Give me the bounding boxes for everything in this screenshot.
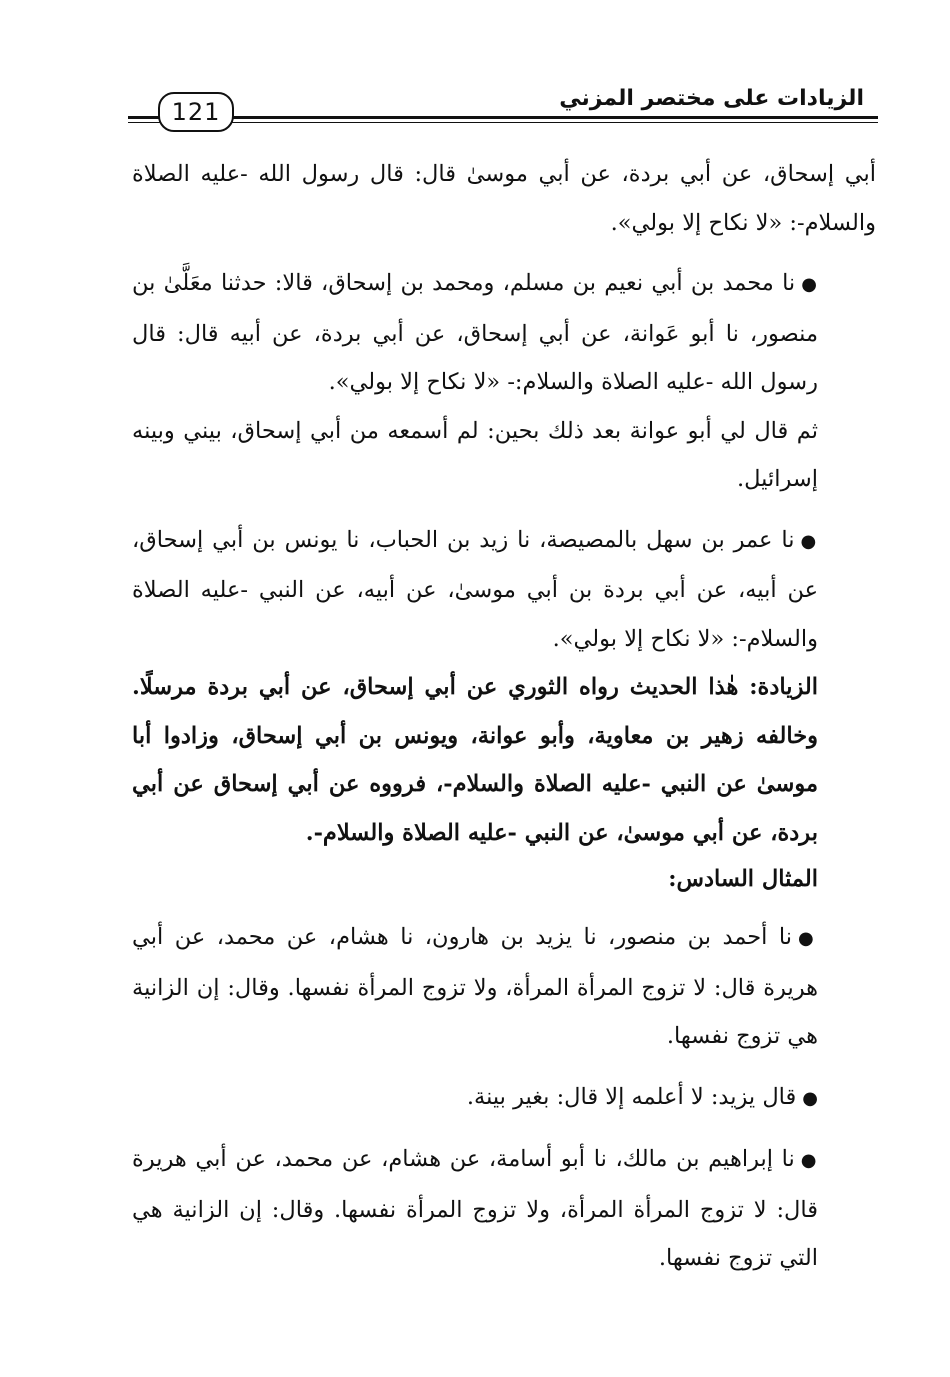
- header-rule-thick: [128, 116, 878, 119]
- paragraph-5-text: الزيادة: هٰذا الحديث رواه الثوري عن أبي إسحاق، عن أبي بردة مرسلًا. وخالفه زهير بن معاوية، وأبو عوانة، ويونس بن أبي إسحاق، وزادوا أبا موسىٰ عن النبي -عليه الصلاة والسلام-، فرووه عن أبي إسحاق عن أبي بردة، عن أبي موسىٰ، عن النبي -عليه الصلاة والسلام-.: [132, 674, 818, 846]
- paragraph-8: [132, 1135, 876, 1283]
- paragraph-6-text: نا أحمد بن منصور، نا يزيد بن هارون، نا هشام، عن محمد، عن أبي هريرة قال: لا تزوج المرأة المرأة، ولا تزوج المرأة نفسها. وقال: إن الزانية هي تزوج نفسها.: [132, 924, 818, 1049]
- running-title: الزيادات على مختصر المزني: [559, 86, 864, 111]
- bullet-icon: ●: [800, 530, 818, 552]
- paragraph-8-text: نا إبراهيم بن مالك، نا أبو أسامة، عن هشام، عن محمد، عن أبي هريرة قال: لا تزوج المرأة المرأة، ولا تزوج المرأة نفسها. وقال: إن الزانية هي التي تزوج نفسها.: [132, 1146, 818, 1271]
- bullet-icon: ●: [800, 1150, 818, 1171]
- paragraph-2-text: نا محمد بن أبي نعيم بن مسلم، ومحمد بن إسحاق، قالا: حدثنا معَلَّىٰ بن منصور، نا أبو عَوانة، عن أبي إسحاق، عن أبي بردة، عن أبيه قال: قال رسول الله -عليه الصلاة والسلام:- «لا نكاح إلا بولي».: [132, 270, 818, 395]
- page-number: 121: [158, 92, 234, 132]
- page-header: [128, 84, 878, 134]
- bullet-icon: ●: [802, 1087, 818, 1109]
- paragraph-3: [132, 407, 876, 504]
- page-body: [132, 150, 876, 1283]
- paragraph-1-text: أبي إسحاق، عن أبي بردة، عن أبي موسىٰ قال: قال رسول الله -عليه الصلاة والسلام-: «لا نكاح إلا بولي».: [132, 161, 876, 236]
- paragraph-7: [132, 1073, 876, 1124]
- paragraph-7-text: قال يزيد: لا أعلمه إلا قال: بغير بينة.: [466, 1083, 797, 1110]
- bullet-icon: ●: [801, 274, 818, 295]
- paragraph-1: [132, 150, 876, 247]
- bullet-icon: ●: [797, 928, 818, 949]
- section-heading: المثال السادس:: [668, 866, 818, 892]
- paragraph-3-text: ثم قال لي أبو عوانة بعد ذلك بحين: لم أسمعه من أبي إسحاق، بيني وبينه إسرائيل.: [132, 417, 818, 492]
- paragraph-4-text: نا عمر بن سهل بالمصيصة، نا زيد بن الحباب، نا يونس بن أبي إسحاق، عن أبيه، عن أبي بردة بن أبي موسىٰ، عن أبيه، عن النبي -عليه الصلاة والسلام-: «لا نكاح إلا بولي».: [132, 526, 818, 652]
- paragraph-2: [132, 259, 876, 407]
- paragraph-4: [132, 516, 876, 664]
- header-rule-thin: [128, 122, 878, 123]
- paragraph-5-addition: [132, 663, 876, 857]
- paragraph-6: [132, 913, 876, 1061]
